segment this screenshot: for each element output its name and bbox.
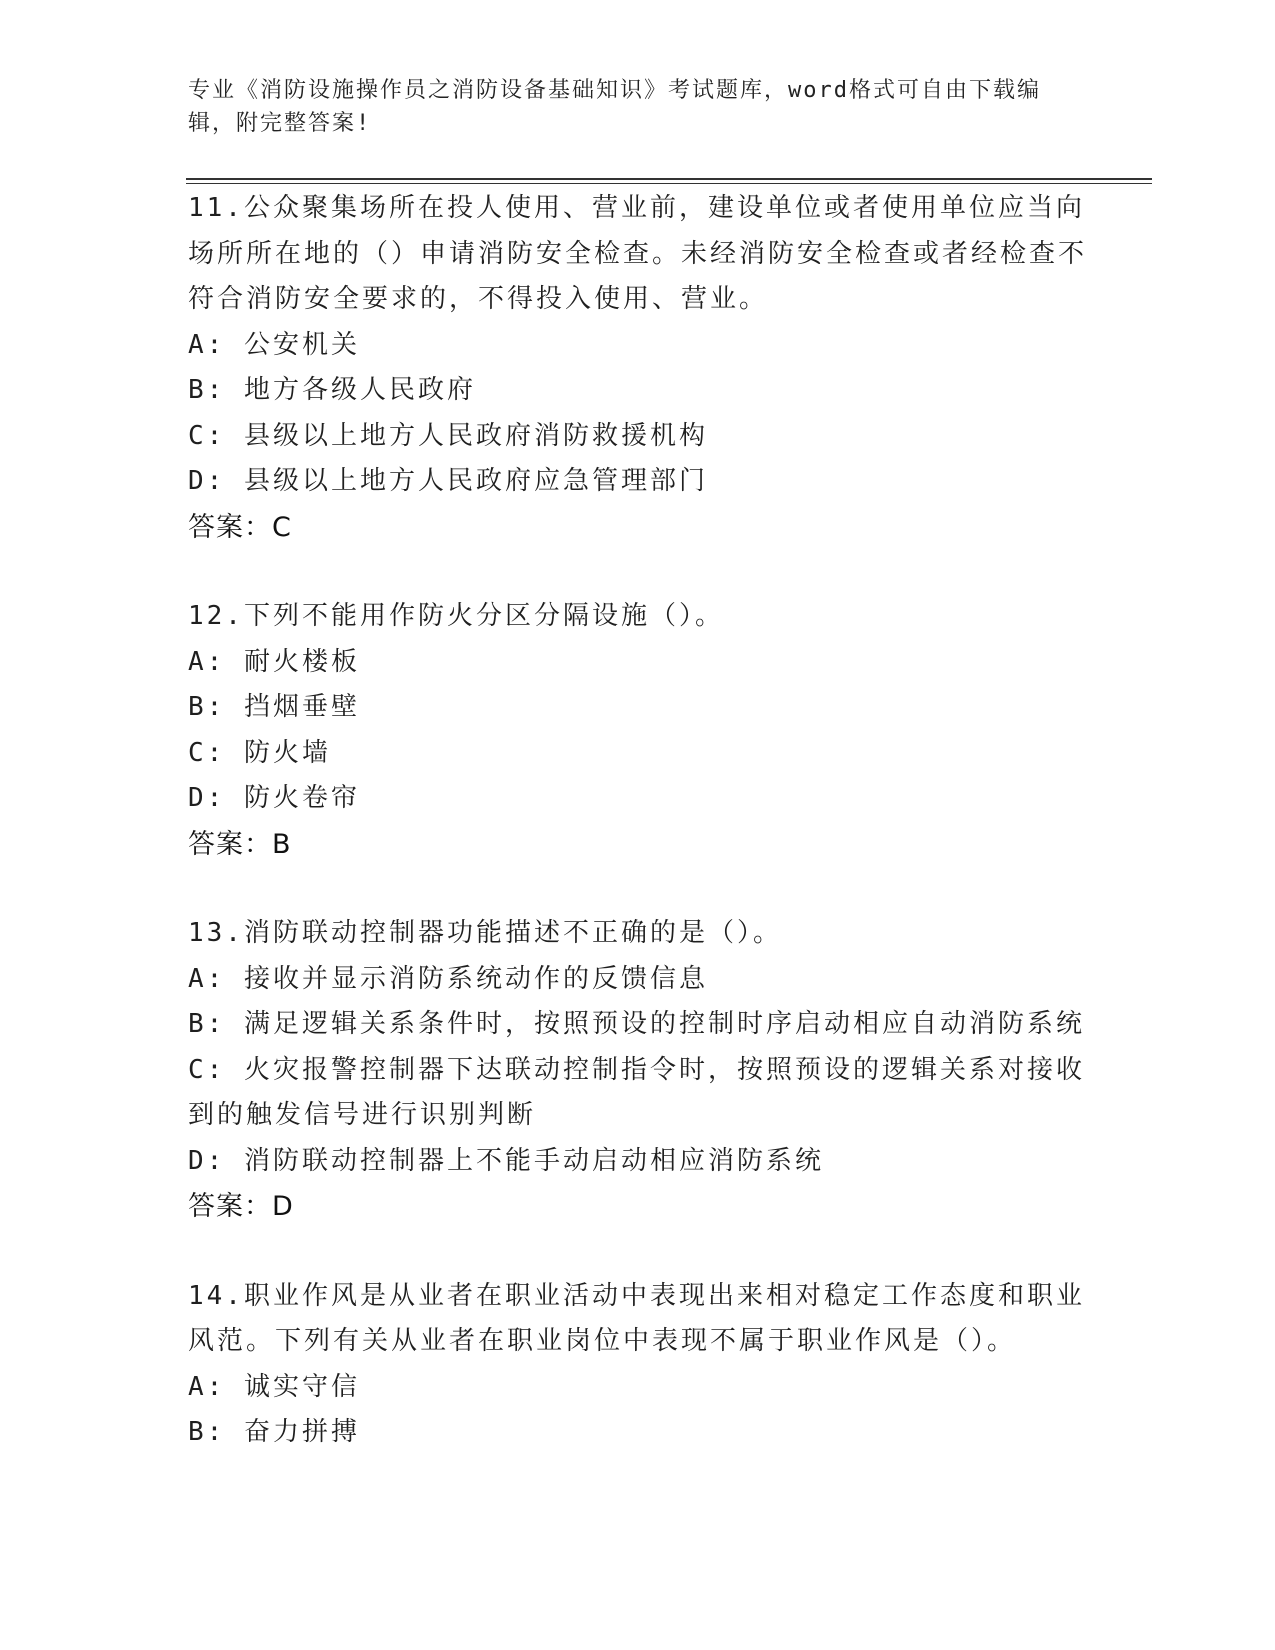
question-stem: 11.公众聚集场所在投人使用、营业前，建设单位或者使用单位应当向场所所在地的（）申请消防安全检查。未经消防安全检查或者经检查不符合消防安全要求的，不得投入使用、营业。 [188, 193, 1088, 314]
option-c: C: 县级以上地方人民政府消防救援机构 [188, 420, 708, 451]
question-13 [188, 911, 1088, 1230]
question-stem: 13.消防联动控制器功能描述不正确的是（）。 [188, 918, 782, 948]
option-a: A: 接收并显示消防系统动作的反馈信息 [188, 963, 708, 994]
header-divider [186, 178, 1152, 184]
question-stem: 12.下列不能用作防火分区分隔设施（）。 [188, 601, 724, 631]
question-14 [188, 1274, 1088, 1456]
option-c: C: 防火墙 [188, 737, 331, 768]
option-b: B: 奋力拼搏 [188, 1417, 360, 1447]
option-b: B: 满足逻辑关系条件时，按照预设的控制时序启动相应自动消防系统 [188, 1009, 1085, 1039]
option-a: A: 耐火楼板 [188, 646, 360, 677]
option-d: D: 防火卷帘 [188, 783, 360, 813]
answer-line: 答案：D [188, 1191, 294, 1222]
answer-line: 答案：C [188, 511, 292, 543]
question-stem: 14.职业作风是从业者在职业活动中表现出来相对稳定工作态度和职业风范。下列有关从业者在职业岗位中表现不属于职业作风是（）。 [188, 1280, 1085, 1356]
question-list [188, 186, 1088, 1500]
option-a: A: 诚实守信 [188, 1371, 360, 1402]
question-12 [188, 594, 1088, 867]
option-c: C: 火灾报警控制器下达联动控制指令时，按照预设的逻辑关系对接收到的触发信号进行识别判断 [188, 1054, 1085, 1130]
option-d: D: 县级以上地方人民政府应急管理部门 [188, 466, 708, 496]
question-11 [188, 186, 1088, 550]
option-d: D: 消防联动控制器上不能手动启动相应消防系统 [188, 1145, 824, 1176]
option-b: B: 挡烟垂壁 [188, 692, 360, 722]
header-note: 专业《消防设施操作员之消防设备基础知识》考试题库，word格式可自由下载编辑，附完整答案! [188, 78, 1041, 136]
answer-line: 答案：B [188, 828, 292, 860]
option-b: B: 地方各级人民政府 [188, 375, 476, 405]
option-a: A: 公安机关 [188, 329, 360, 360]
